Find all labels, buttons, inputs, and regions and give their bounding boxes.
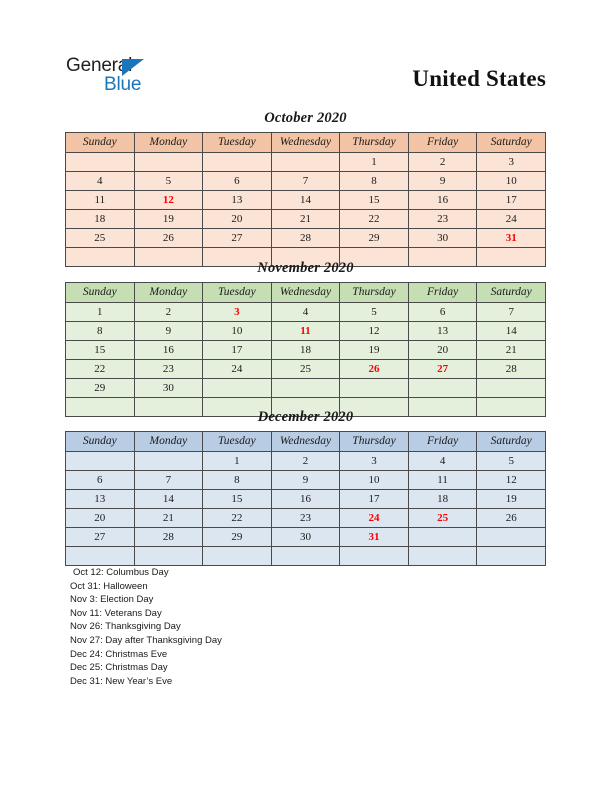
- calendar-table: [65, 431, 546, 566]
- calendar-day: 12: [340, 322, 409, 341]
- calendar-day-empty: [66, 153, 135, 172]
- calendar-day: 21: [271, 210, 340, 229]
- calendar-day: 23: [134, 360, 203, 379]
- holiday-legend-item: Oct 12: Columbus Day: [73, 567, 169, 578]
- weekday-header-row: [66, 432, 546, 452]
- calendar-day: 7: [271, 172, 340, 191]
- calendar-day: 28: [477, 360, 546, 379]
- calendar-week-row: [66, 490, 546, 509]
- calendar-body: [66, 303, 546, 417]
- calendar-day-empty: [408, 547, 477, 566]
- calendar-day: 16: [408, 191, 477, 210]
- calendar-day-empty: [203, 547, 272, 566]
- calendar-day-holiday: 31: [477, 229, 546, 248]
- calendar-day: 30: [271, 528, 340, 547]
- calendar-body: [66, 452, 546, 566]
- calendar-day: 1: [203, 452, 272, 471]
- calendar-day: 1: [340, 153, 409, 172]
- calendar-day-empty: [477, 379, 546, 398]
- calendar-day: 22: [203, 509, 272, 528]
- calendar-day: 14: [477, 322, 546, 341]
- calendar-day: 14: [271, 191, 340, 210]
- calendar-day: 18: [271, 341, 340, 360]
- calendar-day: 24: [477, 210, 546, 229]
- weekday-header-monday: Monday: [134, 283, 203, 303]
- calendar-day: 12: [477, 471, 546, 490]
- calendar-day-empty: [477, 528, 546, 547]
- weekday-header-wednesday: Wednesday: [271, 283, 340, 303]
- calendar-day: 3: [340, 452, 409, 471]
- calendar-day: 13: [408, 322, 477, 341]
- calendar-week-row: [66, 452, 546, 471]
- calendar-day: 21: [134, 509, 203, 528]
- weekday-header-row: [66, 283, 546, 303]
- calendar-day: 19: [134, 210, 203, 229]
- calendar-week-row: [66, 379, 546, 398]
- calendar-day: 29: [203, 528, 272, 547]
- calendar-day: 15: [203, 490, 272, 509]
- calendar-day: 2: [408, 153, 477, 172]
- calendar-day: 30: [134, 379, 203, 398]
- calendar-day: 29: [66, 379, 135, 398]
- calendar-day: 16: [271, 490, 340, 509]
- calendar-day: 13: [66, 490, 135, 509]
- weekday-header-sunday: Sunday: [66, 432, 135, 452]
- holiday-legend-item: Dec 24: Christmas Eve: [70, 648, 168, 660]
- calendar-day: 17: [477, 191, 546, 210]
- calendar-day-empty: [203, 153, 272, 172]
- calendar-day-holiday: 3: [203, 303, 272, 322]
- calendar-day: 26: [477, 509, 546, 528]
- calendar-day: 5: [134, 172, 203, 191]
- calendar-day-holiday: 24: [340, 509, 409, 528]
- month-calendar-october: [65, 110, 546, 267]
- month-calendar-december: [65, 409, 546, 566]
- general-blue-logo: [66, 56, 186, 100]
- calendar-head: [66, 133, 546, 153]
- calendar-day: 25: [66, 229, 135, 248]
- calendar-day: 5: [477, 452, 546, 471]
- calendar-week-row: [66, 153, 546, 172]
- weekday-header-saturday: Saturday: [477, 133, 546, 153]
- calendar-table: [65, 282, 546, 417]
- calendar-day: 16: [134, 341, 203, 360]
- calendar-day: 4: [271, 303, 340, 322]
- logo-text-general: General: [66, 55, 133, 76]
- weekday-header-thursday: Thursday: [340, 283, 409, 303]
- holiday-legend-list: [70, 566, 470, 688]
- calendar-day: 29: [340, 229, 409, 248]
- calendar-day: 6: [66, 471, 135, 490]
- calendar-day: 30: [408, 229, 477, 248]
- calendar-table: [65, 132, 546, 267]
- month-title: October 2020: [264, 110, 347, 126]
- calendar-day: 7: [477, 303, 546, 322]
- weekday-header-thursday: Thursday: [340, 133, 409, 153]
- calendar-day: 15: [340, 191, 409, 210]
- page-title: United States: [412, 66, 546, 91]
- calendar-day: 26: [134, 229, 203, 248]
- calendar-day: 20: [66, 509, 135, 528]
- calendar-day: 9: [271, 471, 340, 490]
- page-header: [0, 0, 612, 104]
- calendar-day: 18: [66, 210, 135, 229]
- calendar-week-row: [66, 229, 546, 248]
- calendar-day-holiday: 12: [134, 191, 203, 210]
- weekday-header-wednesday: Wednesday: [271, 432, 340, 452]
- calendar-week-row: [66, 172, 546, 191]
- weekday-header-tuesday: Tuesday: [203, 133, 272, 153]
- calendar-day: 20: [408, 341, 477, 360]
- calendar-week-row: [66, 471, 546, 490]
- calendar-week-row: [66, 528, 546, 547]
- calendar-day-empty: [134, 452, 203, 471]
- weekday-header-thursday: Thursday: [340, 432, 409, 452]
- calendar-day: 6: [408, 303, 477, 322]
- calendar-day: 18: [408, 490, 477, 509]
- weekday-header-row: [66, 133, 546, 153]
- calendar-day: 1: [66, 303, 135, 322]
- calendar-day-empty: [477, 547, 546, 566]
- weekday-header-friday: Friday: [408, 283, 477, 303]
- calendar-day-empty: [134, 547, 203, 566]
- calendar-day-empty: [340, 379, 409, 398]
- calendar-week-row: [66, 191, 546, 210]
- calendar-day-holiday: 25: [408, 509, 477, 528]
- calendar-day: 6: [203, 172, 272, 191]
- calendar-day: 27: [203, 229, 272, 248]
- calendar-day: 22: [66, 360, 135, 379]
- weekday-header-sunday: Sunday: [66, 133, 135, 153]
- calendar-week-row: [66, 303, 546, 322]
- calendar-day: 28: [271, 229, 340, 248]
- weekday-header-monday: Monday: [134, 432, 203, 452]
- calendar-day: 25: [271, 360, 340, 379]
- calendar-day: 17: [340, 490, 409, 509]
- weekday-header-monday: Monday: [134, 133, 203, 153]
- calendar-week-row: [66, 360, 546, 379]
- calendar-day-empty: [408, 379, 477, 398]
- calendar-day: 19: [340, 341, 409, 360]
- calendar-week-row: [66, 210, 546, 229]
- calendar-week-row: [66, 509, 546, 528]
- weekday-header-saturday: Saturday: [477, 283, 546, 303]
- holiday-legend-item: Dec 25: Christmas Day: [70, 662, 168, 674]
- holiday-legend-item: Nov 11: Veterans Day: [70, 607, 162, 619]
- calendar-day: 4: [66, 172, 135, 191]
- holiday-legend-item: Nov 26: Thanksgiving Day: [70, 621, 181, 633]
- calendar-day: 19: [477, 490, 546, 509]
- month-title: December 2020: [257, 409, 354, 425]
- calendar-day: 23: [271, 509, 340, 528]
- calendar-day-holiday: 11: [271, 322, 340, 341]
- calendar-day: 10: [203, 322, 272, 341]
- calendar-week-row: [66, 547, 546, 566]
- calendar-day: 4: [408, 452, 477, 471]
- calendar-day: 8: [66, 322, 135, 341]
- calendar-day: 9: [408, 172, 477, 191]
- calendar-head: [66, 283, 546, 303]
- calendar-day: 22: [340, 210, 409, 229]
- calendar-day-empty: [271, 547, 340, 566]
- weekday-header-tuesday: Tuesday: [203, 432, 272, 452]
- calendar-day-holiday: 26: [340, 360, 409, 379]
- calendar-day: 15: [66, 341, 135, 360]
- calendar-day: 8: [203, 471, 272, 490]
- calendar-body: [66, 153, 546, 267]
- holiday-legend-item: Nov 27: Day after Thanksgiving Day: [70, 634, 222, 646]
- calendar-week-row: [66, 341, 546, 360]
- month-calendar-november: [65, 260, 546, 417]
- calendar-day: 10: [340, 471, 409, 490]
- calendar-day: 14: [134, 490, 203, 509]
- calendar-day: 11: [66, 191, 135, 210]
- weekday-header-saturday: Saturday: [477, 432, 546, 452]
- calendar-day-empty: [203, 379, 272, 398]
- calendar-day-empty: [134, 153, 203, 172]
- weekday-header-friday: Friday: [408, 432, 477, 452]
- calendar-day-empty: [271, 153, 340, 172]
- calendar-day-empty: [340, 547, 409, 566]
- weekday-header-wednesday: Wednesday: [271, 133, 340, 153]
- holiday-legend-item: Oct 31: Halloween: [70, 580, 148, 592]
- calendar-week-row: [66, 322, 546, 341]
- weekday-header-friday: Friday: [408, 133, 477, 153]
- calendar-day-empty: [66, 547, 135, 566]
- calendar-day: 9: [134, 322, 203, 341]
- calendar-day: 13: [203, 191, 272, 210]
- calendar-day: 8: [340, 172, 409, 191]
- holiday-legend-item: Dec 31: New Year’s Eve: [70, 675, 173, 687]
- calendar-head: [66, 432, 546, 452]
- holiday-legend-item: Nov 3: Election Day: [70, 594, 154, 606]
- calendar-day: 5: [340, 303, 409, 322]
- calendar-day: 21: [477, 341, 546, 360]
- calendar-day: 27: [66, 528, 135, 547]
- calendar-day: 11: [408, 471, 477, 490]
- calendar-day: 23: [408, 210, 477, 229]
- calendar-day-empty: [271, 379, 340, 398]
- calendar-day: 17: [203, 341, 272, 360]
- calendar-day: 10: [477, 172, 546, 191]
- calendar-day: 7: [134, 471, 203, 490]
- calendar-day-empty: [66, 452, 135, 471]
- calendar-day-empty: [408, 528, 477, 547]
- calendar-day: 2: [134, 303, 203, 322]
- calendar-day: 28: [134, 528, 203, 547]
- calendar-day: 2: [271, 452, 340, 471]
- month-title: November 2020: [257, 260, 354, 276]
- calendar-day: 24: [203, 360, 272, 379]
- weekday-header-tuesday: Tuesday: [203, 283, 272, 303]
- calendar-day: 20: [203, 210, 272, 229]
- calendar-day-holiday: 27: [408, 360, 477, 379]
- logo-text-blue: Blue: [104, 74, 142, 95]
- calendar-day-holiday: 31: [340, 528, 409, 547]
- weekday-header-sunday: Sunday: [66, 283, 135, 303]
- calendar-day: 3: [477, 153, 546, 172]
